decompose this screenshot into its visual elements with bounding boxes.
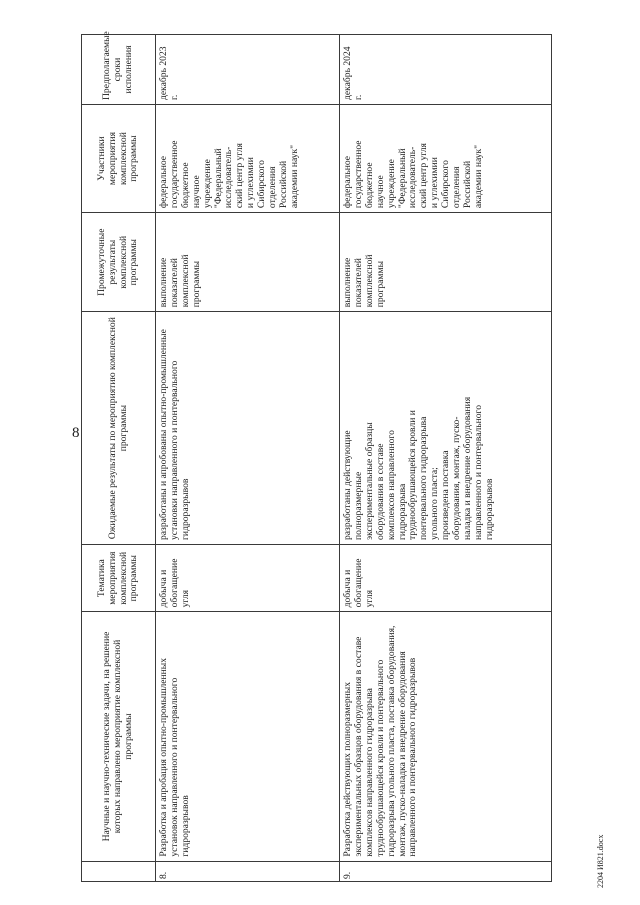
row-number: 9. [340, 861, 552, 881]
header-participants: Участники мероприятия комплексной программы [82, 105, 156, 213]
row-expected: разработаны и апробованы опытно-промышленные установки направленного и понтервального гидроразрывов [156, 312, 340, 545]
program-measures-table [81, 31, 552, 882]
row-task: Разработка и апробация опытно-промышленных установок направленного и понтервального гидроразрывов [156, 612, 340, 861]
row-topic: добыча и обогащение угля [340, 545, 552, 612]
header-expected-results: Ожидаемые результаты по мероприятию комплексной программы [82, 312, 156, 545]
row-intermediate: выполнение показателей комплексной программы [340, 213, 552, 312]
row-expected: разработаны действующие полноразмерные экспериментальные образцы оборудования в составе комплексов направленного гидроразрыва труднообрушающейся кровли и понтервального гидроразрыва угольного пласта; произведена поставка оборудования, монтаж, пуско- наладка и внедрение оборудования направленного и понтервального гидроразрывов [340, 312, 552, 545]
header-num [82, 861, 156, 881]
row-task: Разработка действующих полноразмерных экспериментальных образцов оборудования в составе комплексов направленного гидроразрыва труднообрушающейся кровли и понтервального гидроразрыва угольного пласта, поставка оборудования, монтаж, пуско-наладка и внедрение оборудования направленного и понтервального гидроразрывов [340, 612, 552, 861]
row-intermediate: выполнение показателей комплексной программы [156, 213, 340, 312]
table-row [156, 35, 340, 882]
header-intermediate-results: Промежуточные результаты комплексной программы [82, 213, 156, 312]
rotated-table-container [81, 31, 551, 882]
header-tasks: Научные и научно-технические задачи, на решение которых направлено мероприятие комплексной программы [82, 612, 156, 861]
row-participants: федеральное государственное бюджетное научное учреждение "Федеральный исследователь- ский центр угля и углехимии Сибирского отделения Российской академии наук" [156, 105, 340, 213]
header-deadlines: Предполагаемые сроки исполнения [82, 35, 156, 105]
row-topic: добыча и обогащение угля [156, 545, 340, 612]
row-deadline: декабрь 2023 г. [156, 35, 340, 105]
row-number: 8. [156, 861, 340, 881]
table-header-row [82, 35, 156, 882]
header-topic: Тематика мероприятия комплексной программы [82, 545, 156, 612]
page-number: 8 [72, 425, 80, 441]
table-row [340, 35, 552, 882]
row-participants: федеральное государственное бюджетное научное учреждение "Федеральный исследователь- ский центр угля и углехимии Сибирского отделения Российской академии наук" [340, 105, 552, 213]
footer-filename: 2204 И821.docx [596, 834, 605, 888]
row-deadline: декабрь 2024 г. [340, 35, 552, 105]
